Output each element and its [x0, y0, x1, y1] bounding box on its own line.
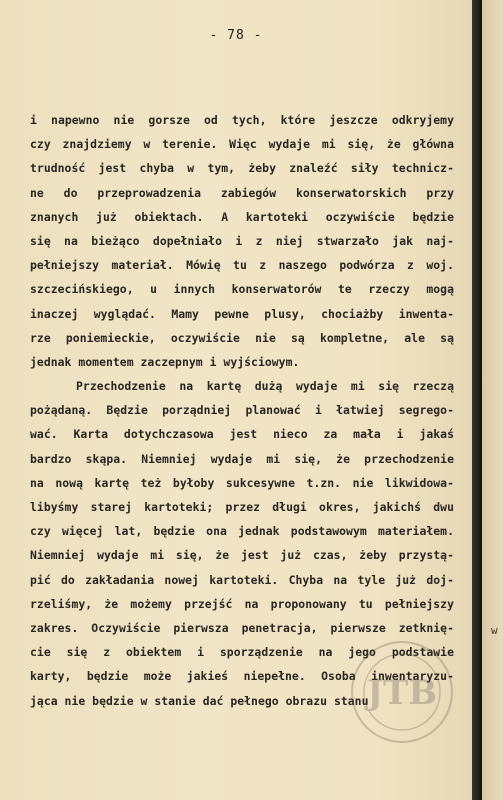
text-line: czy znajdziemy w terenie. Więc wydaje mi się, że główna [30, 137, 454, 152]
text-line: pić do zakładania nowej kartoteki. Chyba na tyle już doj- [30, 572, 454, 587]
text-line: cie się z obiektem i sporządzenie na jego podstawie [30, 645, 454, 660]
paragraph-first-line: Przechodzenie na kartę dużą wydaje mi się rzeczą [76, 379, 454, 394]
text-line: na nową kartę też byłoby sukcesywne t.zn. nie likwidowa- [30, 475, 454, 490]
text-line: i napewno nie gorsze od tych, które jeszcze odkryjemy [30, 113, 454, 127]
text-line: czy więcej lat, będzie ona jednak podstawowym materiałem. [30, 524, 454, 539]
paragraph-last-line: jednak momentem zaczepnym i wyjściowym. [30, 354, 300, 369]
text-line: trudność jest chyba w tym, żeby znaleźć siły technicz- [30, 161, 454, 176]
text-line: ne do przeprowadzenia zabiegów konserwatorskich przy [30, 185, 454, 200]
text-line: karty, będzie może jakieś niepełne. Osoba inwentaryzu- [30, 669, 454, 684]
text-line: szczecińskiego, u innych konserwatorów te rzeczy mogą [30, 282, 454, 297]
text-line: rze poniemieckie, oczywiście nie są kompletne, ale są [30, 330, 454, 345]
text-line: pełniejszy materiał. Mówię tu z naszego podwórza z woj. [30, 258, 454, 273]
paragraph-last-line: jąca nie będzie w stanie dać pełnego obrazu stanu [30, 693, 369, 708]
text-line: znanych już obiektach. A kartoteki oczywiście będzie [30, 209, 454, 224]
text-line: wać. Karta dotychczasowa jest nieco za mała i jakaś [30, 427, 454, 442]
text-line: bardzo skąpa. Niemniej wydaje mi się, że przechodzenie [30, 451, 454, 466]
text-line: zakres. Oczywiście pierwsza penetracja, pierwsze zetknię- [30, 620, 454, 635]
adjacent-page-edge [482, 0, 503, 800]
text-line: Niemniej wydaje mi się, że jest już czas, żeby przystą- [30, 548, 454, 563]
book-gutter [472, 0, 482, 800]
text-line: libyśmy starej kartoteki; przez długi okres, jakichś dwu [30, 500, 454, 514]
archive-stamp-watermark [348, 638, 456, 746]
page-number: - 78 - [209, 28, 263, 43]
typed-text-body [30, 108, 454, 713]
stamp-monogram: JTB [366, 673, 438, 713]
text-line: inaczej wyglądać. Mamy pewne plusy, chociażby inwenta- [30, 306, 454, 321]
text-line: rzeliśmy, że możemy przejść na proponowany tu pełniejszy [30, 596, 454, 611]
text-line: pożądaną. Będzie porządniej planować i łatwiej segrego- [30, 403, 454, 418]
adjacent-page-letter: w [491, 624, 498, 637]
text-line: się na bieżąco dopełniało i z niej stwarzało jak naj- [30, 233, 454, 248]
